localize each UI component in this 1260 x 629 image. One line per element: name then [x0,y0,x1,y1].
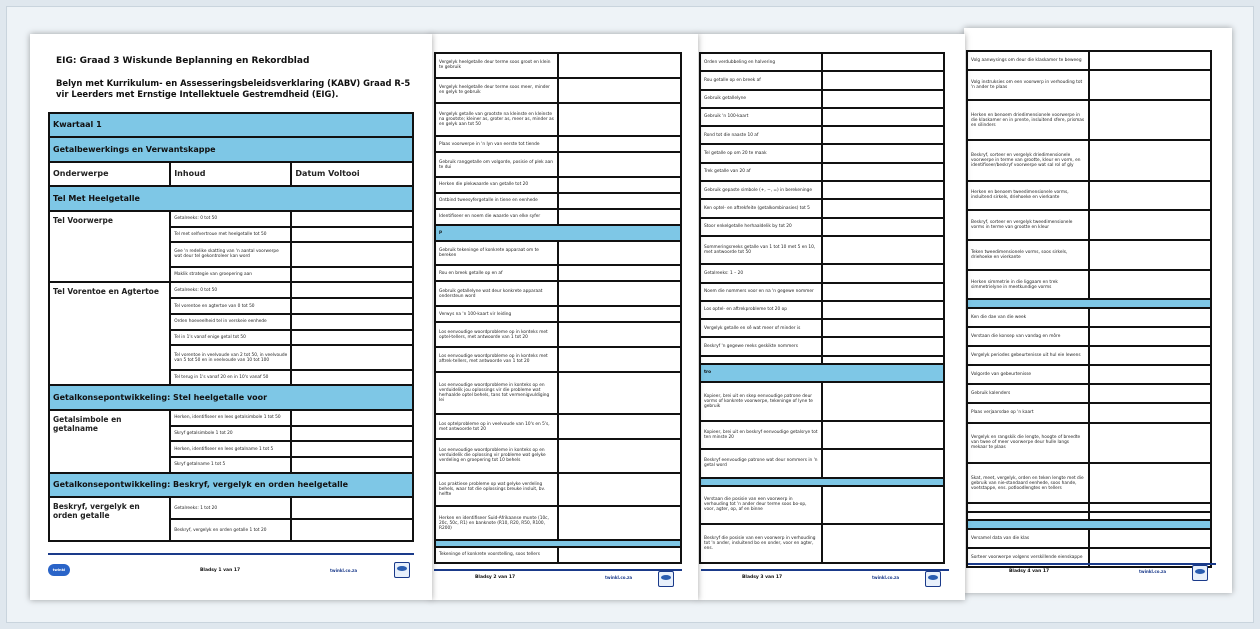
content-cell: Gebruik 'n 100-kaart [700,108,822,126]
date-completed-cell[interactable] [1089,270,1211,300]
content-cell: Gebruik gepaste simbole (+, −, =) in berekeninge [700,181,822,199]
table-row [967,140,1211,180]
table-row [700,199,944,217]
table-row [700,53,944,71]
content-cell: Getalreeks: 0 tot 50 [170,211,291,227]
table-row [967,346,1211,365]
table-row [435,241,681,266]
table-row [435,177,681,193]
date-completed-cell[interactable] [558,78,681,103]
date-completed-cell[interactable] [822,71,944,89]
table-row [49,282,413,298]
table-row [435,53,681,78]
section-row [967,520,1211,528]
table-row [967,463,1211,503]
content-cell: Gebruik ranggetalle om volgorde, posisie of plek aan te dui [435,152,558,177]
table-row [700,71,944,89]
date-completed-cell[interactable] [558,53,681,78]
content-cell [967,512,1089,520]
content-cell: Tekeninge of konkrete voorstelling, soos tellers [435,547,558,563]
date-completed-cell[interactable] [558,193,681,209]
section-heading: p [435,225,681,241]
date-completed-cell[interactable] [822,524,944,563]
table-row [967,503,1211,511]
date-completed-cell[interactable] [1089,181,1211,211]
content-cell: Noem die nommers voor en na 'n gegewe nommer [700,283,822,301]
planning-table [434,52,682,564]
quality-badge-icon [1192,565,1208,581]
content-cell: Volgorde van gebeurtenisse [967,365,1089,384]
content-cell: Beskryf, sorteer en vergelyk driedimensionele voorwerpe in terme van grootte, kleur en vorm, en identifiseer/beskryf voorwerpe wat sal rol of gly [967,140,1089,180]
content-cell: Ken optel- en aftrekfeite (getalkombinasies) tot 5 [700,199,822,217]
date-completed-cell[interactable] [558,347,681,372]
website-link[interactable]: twinkl.co.za [1139,569,1167,574]
table-row [700,236,944,264]
content-cell: Gebruik tekeninge of konkrete apparaat om te bereken [435,241,558,266]
table-row [435,265,681,281]
date-completed-cell[interactable] [558,103,681,137]
column-header-row [49,162,413,186]
date-completed-cell[interactable] [822,486,944,525]
website-link[interactable]: twinkl.co.za [605,575,633,580]
page-2 [430,34,698,600]
content-cell: Los eenvoudige woordprobleme in konteks op en verduidelik die oplossing vir probleme wat gelyke verdeling en groepering tot 10 behels [435,439,558,473]
date-completed-cell[interactable] [291,227,413,243]
footer-divider [434,569,682,571]
content-cell: Tel met selfvertroue met heelgetalle tot 50 [170,227,291,243]
date-completed-cell[interactable] [291,497,413,519]
date-completed-cell[interactable] [558,322,681,347]
footer-divider [701,569,949,571]
content-cell: Rou getalle op en breek af [700,71,822,89]
table-row [700,126,944,144]
table-row [435,306,681,322]
content-cell: Trek getalle van 20 af [700,163,822,181]
table-row [700,301,944,319]
content-cell: Beskryf, sorteer en vergelyk tweedimensionele vorms in terme van grootte en kleur [967,210,1089,240]
date-completed-cell[interactable] [822,144,944,162]
section-row [967,299,1211,307]
date-completed-cell[interactable] [1089,140,1211,180]
table-row [435,473,681,507]
date-completed-cell[interactable] [291,267,413,283]
page-number: Bladsy 4 van 17 [1009,569,1050,574]
date-completed-cell[interactable] [1089,463,1211,503]
table-row [435,322,681,347]
date-completed-cell[interactable] [291,298,413,314]
planning-table [966,50,1212,568]
section-row [700,478,944,486]
section-row [49,473,413,497]
term-row [49,113,413,137]
content-cell: Los optel- en aftrekprobleme tot 20 op [700,301,822,319]
date-completed-cell[interactable] [558,136,681,152]
table-row [700,524,944,563]
content-cell: Herken en benoem driedimensionele voorwerpe in die klaskamer en in prente, insluitend sfere, prismas en silinders [967,100,1089,140]
table-row [700,319,944,337]
date-completed-cell[interactable] [291,211,413,227]
table-row [700,264,944,282]
date-completed-cell[interactable] [291,441,413,457]
quality-badge-icon [658,571,674,587]
date-completed-cell[interactable] [291,314,413,330]
table-row [967,70,1211,100]
date-completed-cell[interactable] [822,163,944,181]
content-cell: Tel vorentoe in veelvoude van 2 tot 50, in veelvoude van 5 tot 50 en in veelvoude van 10 tot 100 [170,345,291,369]
date-completed-cell[interactable] [1089,70,1211,100]
section-heading: Tel Met Heelgetalle [49,186,413,210]
page-3 [697,34,965,600]
content-cell: Volg instruksies om een voorwerp in verhouding tot 'n ander te plaas [967,70,1089,100]
date-completed-cell[interactable] [1089,384,1211,403]
content-cell: Getalreeks: 1 tot 20 [170,497,291,519]
page-4 [964,28,1232,593]
section-heading: Getalkonsepontwikkeling: Stel heelgetalle voor [49,385,413,409]
table-row [435,78,681,103]
date-completed-cell[interactable] [558,265,681,281]
table-row [435,414,681,439]
table-row [435,209,681,225]
content-cell: Tel terug in 1's vanaf 20 en in 10's vanaf 50 [170,370,291,386]
column-header-date: Datum Voltooi [291,162,413,186]
content-cell: Orden verdubbeling en halvering [700,53,822,71]
content-cell: Beskryf die posisie van een voorwerp in verhouding tot 'n ander, insluitend bo en onder, voor en agter, ens. [700,524,822,563]
content-cell: Skryf getalname 1 tot 5 [170,457,291,473]
content-cell: Ontbind tweesyfergetalle in tiene en eenhede [435,193,558,209]
content-cell: Beskryf eenvoudige patrone wat deur nommers in 'n getal word [700,449,822,477]
content-cell: Vergelyk heelgetalle deur terme soos meer, minder en gelyk te gebruik [435,78,558,103]
section-row [49,186,413,210]
content-cell: Gebruik getallelyne wat deur konkrete apparaat ondersteun word [435,281,558,306]
content-cell: Skryf getalsimbole 1 tot 20 [170,426,291,442]
page-number: Bladsy 3 van 17 [742,575,783,580]
content-cell: Maklik strategie van groepering aan [170,267,291,283]
website-link[interactable]: twinkl.co.za [872,575,900,580]
content-cell: Beskryf 'n gegewe reeks geskikte nommers [700,337,822,355]
content-cell: Los eenvoudige woordprobleme in konteks op en verduidelik jou oplossings vir die probleme wat herhaalde optel behels, tans tot vermenigvuldiging lei [435,372,558,415]
table-row [435,152,681,177]
content-cell: Volg aanwysings om deur die klaskamer te beweeg [967,51,1089,70]
date-completed-cell[interactable] [291,426,413,442]
date-completed-cell[interactable] [822,319,944,337]
table-row [967,100,1211,140]
content-cell: Plaas voorwerpe in 'n lyn van eerste tot tiende [435,136,558,152]
date-completed-cell[interactable] [1089,365,1211,384]
date-completed-cell[interactable] [291,242,413,266]
content-cell: Plaas verjaarsdae op 'n kaart [967,403,1089,422]
content-cell: Vergelyk heelgetalle deur terme soos groot en klein te gebruik [435,53,558,78]
planning-table [48,112,414,542]
section-heading [700,478,944,486]
column-header-topics: Onderwerpe [49,162,170,186]
content-cell: Verwys na 'n 100-kaart vir leiding [435,306,558,322]
date-completed-cell[interactable] [291,457,413,473]
date-completed-cell[interactable] [291,410,413,426]
quality-badge-icon [925,571,941,587]
date-completed-cell[interactable] [291,282,413,298]
date-completed-cell[interactable] [1089,308,1211,327]
content-cell: Tel in 1's vanaf enige getal tot 50 [170,330,291,346]
content-cell: Vergelyk getalle en sê wat meer of minder is [700,319,822,337]
footer-divider [968,563,1216,565]
table-row [967,181,1211,211]
content-cell: Herken simmetrie in die liggaam en trek simmetrielyne in meetkundige vorms [967,270,1089,300]
table-row [967,384,1211,403]
content-cell: Teken tweedimensionele vorms, soos sirkels, driehoeke en vierkante [967,240,1089,270]
table-row [967,327,1211,346]
quality-badge-icon [394,562,410,578]
column-header-content: Inhoud [170,162,291,186]
table-row [700,337,944,355]
twinkl-logo: twinkl [48,564,70,576]
content-cell: Getalreeks: 1 – 20 [700,264,822,282]
table-row [700,382,944,421]
page-number: Bladsy 2 van 17 [475,575,516,580]
date-completed-cell[interactable] [822,53,944,71]
footer-divider [48,553,414,555]
table-row [700,356,944,364]
section-heading [967,299,1211,307]
strand-heading: Getalbewerkings en Verwantskappe [49,137,413,161]
content-cell: Los eenvoudige woordprobleme op in konteks met aftrek-tellers, met antwoorde van 1 tot 20 [435,347,558,372]
date-completed-cell[interactable] [822,421,944,449]
table-row [49,211,413,227]
table-row [435,439,681,473]
table-row [700,449,944,477]
document-subtitle: Belyn met Kurrikulum- en Assesseringsbeleidsverklaring (KABV) Graad R-5 vir Leerders met Ernstige Intellektuele Gestremdheid (EIG). [56,78,411,99]
section-heading [967,520,1211,528]
planning-table [699,52,945,564]
content-cell: Beskryf, vergelyk en orden getalle 1 tot 20 [170,519,291,541]
table-row [700,486,944,525]
content-cell: Ken die dae van die week [967,308,1089,327]
content-cell: Kopieer, brei uit en beskryf eenvoudige getalsrye tot ten minste 20 [700,421,822,449]
table-row [435,136,681,152]
content-cell [700,356,822,364]
table-row [700,421,944,449]
date-completed-cell[interactable] [822,181,944,199]
strand-row [49,137,413,161]
date-completed-cell[interactable] [822,449,944,477]
table-row [700,90,944,108]
table-row [967,270,1211,300]
date-completed-cell[interactable] [1089,346,1211,365]
table-row [700,181,944,199]
content-cell: Verstaan die konsep van vandag en môre [967,327,1089,346]
date-completed-cell[interactable] [558,281,681,306]
table-row [435,347,681,372]
content-cell: Vergelyk getalle van grootste na kleinste en kleinste na grootste; kleiner as, groter as, meer as, minder as en gelyk aan tot 50 [435,103,558,137]
table-row [967,423,1211,463]
topic-cell: Tel Voorwerpe [49,211,170,283]
table-row [435,281,681,306]
content-cell: Identifiseer en noem die waarde van elke syfer [435,209,558,225]
table-row [967,529,1211,548]
content-cell: Gebruik kalenders [967,384,1089,403]
topic-cell: Getalsimbole en getalname [49,410,170,473]
date-completed-cell[interactable] [1089,423,1211,463]
date-completed-cell[interactable] [1089,403,1211,422]
content-cell: Herken en identifiseer Suid-Afrikaanse munte (10c, 20c, 50c, R1) en banknote (R10, R20, R50, R100, R200) [435,506,558,540]
date-completed-cell[interactable] [822,382,944,421]
date-completed-cell[interactable] [1089,240,1211,270]
content-cell: Los optelprobleme op in veelvoude van 10's en 5's, met antwoorde tot 20 [435,414,558,439]
table-row [967,365,1211,384]
date-completed-cell[interactable] [291,370,413,386]
content-cell: Stoor enkelgetalle herhaaldelik by tot 20 [700,218,822,236]
date-completed-cell[interactable] [1089,210,1211,240]
table-row [700,144,944,162]
date-completed-cell[interactable] [291,330,413,346]
table-row [700,283,944,301]
content-cell: Verstaan die posisie van een voorwerp in verhouding tot 'n ander deur terme soos bo-op, voor, agter, op, af en binne [700,486,822,525]
section-heading [435,540,681,547]
website-link[interactable]: twinkl.co.za [330,568,358,573]
date-completed-cell[interactable] [822,236,944,264]
content-cell: Skat, meet, vergelyk, orden en teken lengte met die gebruik van nie-standaard eenhede, soos hande, voetstappe, ens. potloodlengtes en tellers [967,463,1089,503]
date-completed-cell[interactable] [822,108,944,126]
date-completed-cell[interactable] [822,356,944,364]
content-cell: Getalreeks: 0 tot 50 [170,282,291,298]
content-cell: Orden hoeveelheid tel in verskeie eenhede [170,314,291,330]
term-heading: Kwartaal 1 [49,113,413,137]
date-completed-cell[interactable] [822,337,944,355]
content-cell: Sommeringsreeks getalle van 1 tot 10 met 5 en 10, met antwoorde tot 50 [700,236,822,264]
content-cell: Rou en breek getalle op en af [435,265,558,281]
content-cell: Herken en benoem tweedimensionele vorms, insluitend sirkels, driehoeke en vierkante [967,181,1089,211]
date-completed-cell[interactable] [822,218,944,236]
date-completed-cell[interactable] [558,547,681,563]
content-cell: Herken die plekwaarde van getalle tot 20 [435,177,558,193]
date-completed-cell[interactable] [558,473,681,507]
table-row [967,51,1211,70]
section-row [435,225,681,241]
date-completed-cell[interactable] [1089,503,1211,511]
date-completed-cell[interactable] [1089,529,1211,548]
date-completed-cell[interactable] [558,209,681,225]
date-completed-cell[interactable] [1089,100,1211,140]
page-1 [30,34,432,600]
date-completed-cell[interactable] [822,283,944,301]
content-cell: Tel vorentoe en agtertoe van 0 tot 50 [170,298,291,314]
table-row [435,103,681,137]
table-row [967,240,1211,270]
content-cell: Sorteer voorwerpe volgens verskillende eienskappe [967,548,1089,567]
section-heading: tro [700,364,944,382]
table-row [49,410,413,426]
table-row [967,308,1211,327]
date-completed-cell[interactable] [291,345,413,369]
content-cell: Vergelyk periodes gebeurtenisse uit hul eie lewens [967,346,1089,365]
content-cell: Gebruik getallelyne [700,90,822,108]
date-completed-cell[interactable] [822,199,944,217]
table-row [700,218,944,236]
table-row [967,403,1211,422]
section-heading: Getalkonsepontwikkeling: Beskryf, vergelyk en orden heelgetalle [49,473,413,497]
table-row [435,506,681,540]
table-row [700,163,944,181]
date-completed-cell[interactable] [558,152,681,177]
content-cell: Versamel data van die klas [967,529,1089,548]
date-completed-cell[interactable] [1089,51,1211,70]
section-row [49,385,413,409]
date-completed-cell[interactable] [558,372,681,415]
table-row [700,108,944,126]
page-number: Bladsy 1 van 17 [200,568,241,573]
date-completed-cell[interactable] [558,506,681,540]
content-cell: Gee 'n redelike skatting van 'n aantal voorwerpe wat deur tel gekontroleer kan word [170,242,291,266]
date-completed-cell[interactable] [822,301,944,319]
table-row [435,372,681,415]
date-completed-cell[interactable] [291,519,413,541]
content-cell: Los eenvoudige woordprobleme op in konteks met optel-tellers, met antwoorde van 1 tot 20 [435,322,558,347]
content-cell: Vergelyk en rangskik die lengte, hoogte of breedte van twee of meer voorwerpe deur hulle langs mekaar te plaas [967,423,1089,463]
content-cell: Tel getalle op om 20 te maak [700,144,822,162]
section-row [700,364,944,382]
content-cell: Herken, identifiseer en lees getalname 1 tot 5 [170,441,291,457]
table-row [435,547,681,563]
date-completed-cell[interactable] [558,414,681,439]
topic-cell: Beskryf, vergelyk en orden getalle [49,497,170,541]
date-completed-cell[interactable] [822,90,944,108]
content-cell: Herken, identifiseer en lees getalsimbole 1 tot 50 [170,410,291,426]
date-completed-cell[interactable] [1089,512,1211,520]
date-completed-cell[interactable] [822,126,944,144]
table-row [435,193,681,209]
date-completed-cell[interactable] [558,306,681,322]
document-title: EIG: Graad 3 Wiskunde Beplanning en Rekordblad [56,56,310,66]
content-cell: Kopieer, brei uit en skep eenvoudige patrone deur vorms of konkrete voorwerpe, tekeninge of lyne te gebruik [700,382,822,421]
date-completed-cell[interactable] [1089,327,1211,346]
content-cell: Rond tot die naaste 10 af [700,126,822,144]
content-cell: Los praktiese probleme op wat gelyke verdeling behels, waar tot die oplossings breuke insluit, bv. helfte [435,473,558,507]
date-completed-cell[interactable] [822,264,944,282]
topic-cell: Tel Vorentoe en Agtertoe [49,282,170,385]
content-cell [967,503,1089,511]
date-completed-cell[interactable] [558,241,681,266]
table-row [967,512,1211,520]
date-completed-cell[interactable] [558,439,681,473]
date-completed-cell[interactable] [558,177,681,193]
table-row [49,497,413,519]
section-row [435,540,681,547]
table-row [967,210,1211,240]
